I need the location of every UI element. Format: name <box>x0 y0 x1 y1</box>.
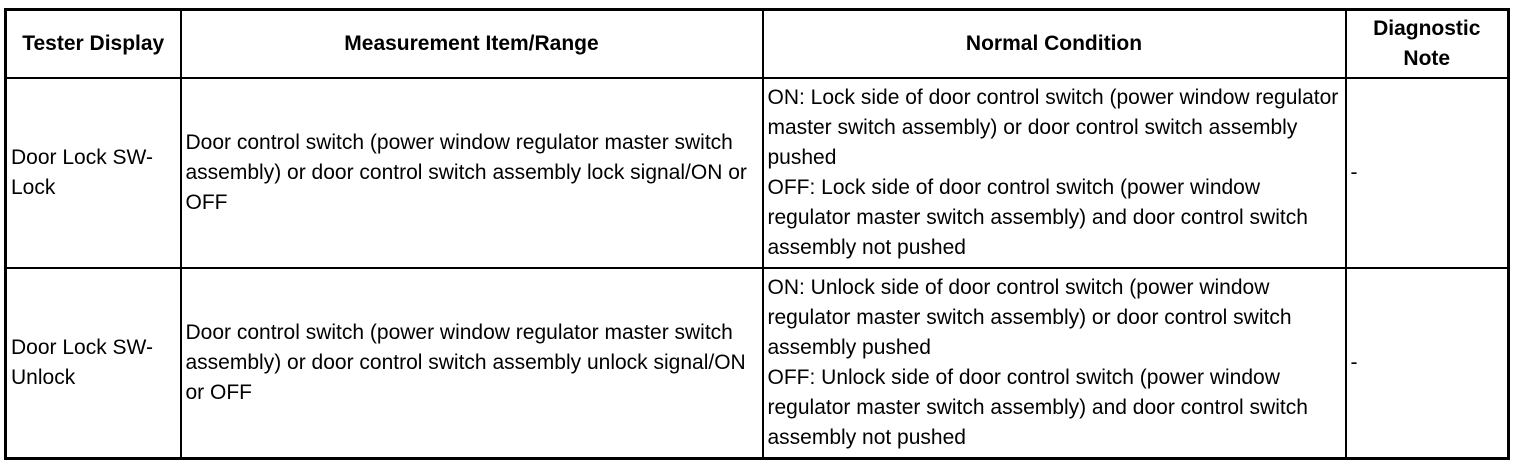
normal-condition-on: ON: Unlock side of door control switch (power window regulator master switch assembly) or door control switch assembly pushed <box>767 276 1292 359</box>
tester-data-table <box>4 8 1510 460</box>
table-header-row <box>6 10 1509 79</box>
header-normal-condition: Normal Condition <box>763 10 1346 79</box>
cell-measurement-item: Door control switch (power window regulator master switch assembly) or door control switch assembly lock signal/ON or OFF <box>181 78 763 268</box>
cell-diagnostic-note: - <box>1346 268 1509 459</box>
header-tester-display: Tester Display <box>6 10 181 79</box>
normal-condition-off: OFF: Unlock side of door control switch (power window regulator master switch assembly) and door control switch assembly not pushed <box>767 366 1308 449</box>
cell-diagnostic-note: - <box>1346 78 1509 268</box>
cell-measurement-item: Door control switch (power window regulator master switch assembly) or door control switch assembly unlock signal/ON or OFF <box>181 268 763 459</box>
header-measurement-item: Measurement Item/Range <box>181 10 763 79</box>
header-diagnostic-note: Diagnostic Note <box>1346 10 1509 79</box>
cell-tester-display: Door Lock SW-Lock <box>6 78 181 268</box>
normal-condition-off: OFF: Lock side of door control switch (power window regulator master switch assembly) and door control switch assembly not pushed <box>767 176 1308 259</box>
cell-normal-condition <box>763 268 1346 459</box>
table-row <box>6 78 1509 268</box>
cell-tester-display: Door Lock SW-Unlock <box>6 268 181 459</box>
cell-normal-condition <box>763 78 1346 268</box>
table-row <box>6 268 1509 459</box>
normal-condition-on: ON: Lock side of door control switch (power window regulator master switch assembly) or door control switch assembly pushed <box>767 86 1339 169</box>
